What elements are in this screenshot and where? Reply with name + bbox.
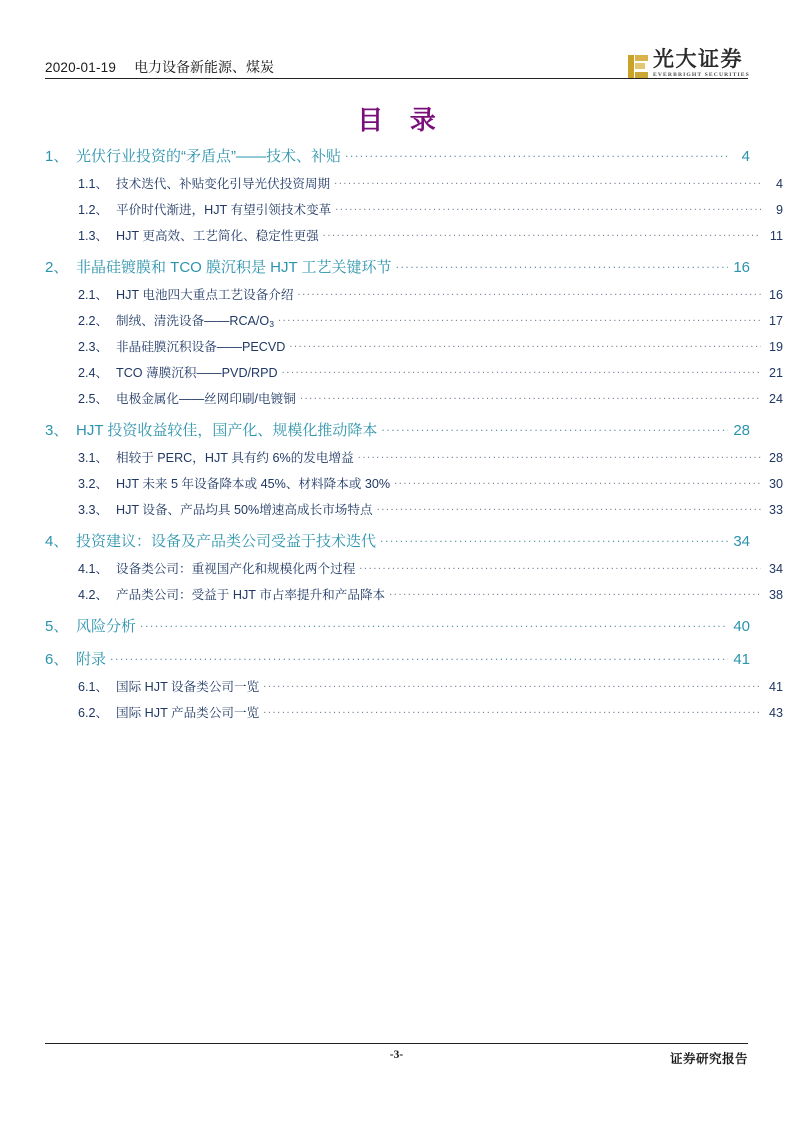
toc-entry-label: 国际 HJT 产品类公司一览 <box>116 706 260 720</box>
toc-dot-leader <box>263 678 761 691</box>
toc-entry-label-subscript: 3 <box>269 319 274 330</box>
toc-entry-page-number: 4 <box>741 148 750 165</box>
toc-entry-label: 相较于 PERC，HJT 具有约 6%的发电增益 <box>116 451 354 465</box>
toc-entry-label: 技术迭代、补贴变化引导光伏投资周期 <box>116 177 331 191</box>
toc-entry[interactable] <box>45 615 750 636</box>
toc-entry-label-text: 制绒、清洗设备——RCA/O <box>116 314 270 328</box>
toc-entry-label: HJT 电池四大重点工艺设备介绍 <box>116 288 294 302</box>
footer-divider <box>45 1043 748 1044</box>
toc-entry-page-number: 43 <box>768 706 783 720</box>
toc-entry[interactable] <box>45 336 783 355</box>
toc-entry[interactable] <box>45 199 783 218</box>
header-left-group <box>45 57 274 80</box>
toc-entry[interactable] <box>45 419 750 440</box>
toc-dot-leader <box>323 227 761 240</box>
toc-entry[interactable] <box>45 584 783 603</box>
page-footer <box>45 1049 748 1069</box>
footer-page-number: -3- <box>389 1049 404 1061</box>
toc-dot-leader <box>300 390 761 403</box>
toc-entry-number: 3、 <box>45 422 69 439</box>
logo-text-group <box>653 46 750 79</box>
toc-entry-page-number: 33 <box>768 503 783 517</box>
toc-entry-page-number: 17 <box>768 314 783 328</box>
toc-entry-page-number: 41 <box>733 651 750 668</box>
toc-entry-page-number: 28 <box>733 422 750 439</box>
toc-entry-number: 5、 <box>45 618 69 635</box>
toc-entry-number: 1、 <box>45 148 69 165</box>
toc-entry-label: 国际 HJT 设备类公司一览 <box>116 680 260 694</box>
toc-entry-label: 非晶硅膜沉积设备——PECVD <box>116 340 286 354</box>
toc-entry[interactable] <box>45 558 783 577</box>
toc-entry-number: 6、 <box>45 651 69 668</box>
toc-entry-label <box>116 310 278 329</box>
toc-entry-page-number: 11 <box>769 229 783 243</box>
toc-entry-number: 3.1、 <box>78 451 109 465</box>
toc-entry-number: 4、 <box>45 533 69 550</box>
toc-entry-number: 6.1、 <box>78 680 109 694</box>
toc-entry-number: 2.3、 <box>78 340 109 354</box>
toc-entry[interactable] <box>45 145 750 166</box>
toc-entry-number: 1.3、 <box>78 229 109 243</box>
logo-name-cn: 光大证券 <box>653 46 744 71</box>
toc-entry-page-number: 16 <box>733 259 750 276</box>
toc-dot-leader <box>380 531 728 546</box>
table-of-contents <box>45 145 783 721</box>
toc-entry[interactable] <box>45 702 783 721</box>
toc-entry[interactable] <box>45 173 783 192</box>
footer-report-label: 证券研究报告 <box>669 1052 748 1066</box>
toc-entry-label: 投资建议：设备及产品类公司受益于技术迭代 <box>76 533 377 550</box>
toc-entry-number: 1.1、 <box>78 177 109 191</box>
toc-entry[interactable] <box>45 310 783 329</box>
everbright-securities-logo <box>628 46 750 81</box>
toc-entry[interactable] <box>45 530 750 551</box>
toc-entry-number: 2.1、 <box>78 288 109 302</box>
toc-entry-page-number: 41 <box>768 680 783 694</box>
toc-entry-page-number: 9 <box>775 203 783 217</box>
report-sector: 电力设备新能源、煤炭 <box>134 59 275 75</box>
toc-entry-label: TCO 薄膜沉积——PVD/RPD <box>116 366 278 380</box>
toc-entry[interactable] <box>45 388 783 407</box>
toc-entry[interactable] <box>45 473 783 492</box>
toc-entry-number: 2.2、 <box>78 314 109 328</box>
toc-dot-leader <box>381 420 728 435</box>
toc-dot-leader <box>297 286 761 299</box>
toc-dot-leader <box>278 312 761 325</box>
toc-dot-leader <box>289 338 761 351</box>
page-header <box>45 40 748 80</box>
toc-entry-page-number: 40 <box>733 618 750 635</box>
toc-dot-leader <box>335 201 761 214</box>
toc-entry-number: 4.1、 <box>78 562 109 576</box>
toc-entry-number: 2、 <box>45 259 69 276</box>
toc-entry-label: HJT 更高效、工艺简化、稳定性更强 <box>116 229 319 243</box>
toc-entry-label: HJT 投资收益较佳，国产化、规模化推动降本 <box>76 422 378 439</box>
toc-entry-page-number: 4 <box>775 177 783 191</box>
toc-entry-number: 2.5、 <box>78 392 109 406</box>
toc-entry-page-number: 34 <box>733 533 750 550</box>
report-date: 2020-01-19 <box>45 60 117 75</box>
toc-dot-leader <box>345 146 728 161</box>
toc-dot-leader <box>377 501 761 514</box>
toc-entry-page-number: 30 <box>768 477 783 491</box>
toc-entry[interactable] <box>45 225 783 244</box>
toc-entry-page-number: 24 <box>768 392 783 406</box>
toc-dot-leader <box>389 586 761 599</box>
toc-entry-number: 1.2、 <box>78 203 109 217</box>
toc-dot-leader <box>394 475 761 488</box>
toc-entry-label: 平价时代渐进，HJT 有望引领技术变革 <box>116 203 332 217</box>
toc-entry-label: HJT 设备、产品均具 50%增速高成长市场特点 <box>116 503 373 517</box>
toc-entry[interactable] <box>45 676 783 695</box>
toc-dot-leader <box>396 257 728 272</box>
toc-entry-number: 4.2、 <box>78 588 109 602</box>
header-divider <box>45 78 748 79</box>
toc-entry-page-number: 16 <box>768 288 783 302</box>
toc-dot-leader <box>334 175 761 188</box>
toc-entry-label: 产品类公司：受益于 HJT 市占率提升和产品降本 <box>116 588 386 602</box>
toc-entry-label: 非晶硅镀膜和 TCO 膜沉积是 HJT 工艺关键环节 <box>76 259 392 276</box>
toc-entry[interactable] <box>45 256 750 277</box>
toc-entry-page-number: 38 <box>768 588 783 602</box>
toc-dot-leader <box>110 649 728 664</box>
toc-entry-number: 6.2、 <box>78 706 109 720</box>
toc-entry[interactable] <box>45 362 783 381</box>
toc-entry-label: 光伏行业投资的“矛盾点”——技术、补贴 <box>76 148 341 165</box>
toc-entry[interactable] <box>45 447 783 466</box>
toc-entry-page-number: 19 <box>768 340 783 354</box>
toc-entry[interactable] <box>45 648 750 669</box>
toc-entry-number: 3.3、 <box>78 503 109 517</box>
toc-dot-leader <box>358 449 761 462</box>
toc-entry-label: 电极金属化——丝网印刷/电镀铜 <box>116 392 296 406</box>
toc-entry-number: 3.2、 <box>78 477 109 491</box>
toc-entry-label: 附录 <box>76 651 107 668</box>
toc-entry-page-number: 34 <box>768 562 783 576</box>
toc-dot-leader <box>359 560 761 573</box>
toc-entry[interactable] <box>45 499 783 518</box>
toc-dot-leader <box>140 616 728 631</box>
toc-entry-page-number: 21 <box>768 366 783 380</box>
toc-dot-leader <box>282 364 761 377</box>
page-title: 目 录 <box>357 106 446 135</box>
toc-dot-leader <box>263 704 761 717</box>
toc-entry-label: HJT 未来 5 年设备降本或 45%、材料降本或 30% <box>116 477 391 491</box>
toc-entry-page-number: 28 <box>768 451 783 465</box>
toc-entry-number: 2.4、 <box>78 366 109 380</box>
logo-name-en: EVERBRIGHT SECURITIES <box>653 71 750 78</box>
toc-entry-label: 设备类公司：重视国产化和规模化两个过程 <box>116 562 356 576</box>
toc-entry[interactable] <box>45 284 783 303</box>
toc-entry-label: 风险分析 <box>76 618 137 635</box>
everbright-e-mark-icon <box>628 55 648 78</box>
